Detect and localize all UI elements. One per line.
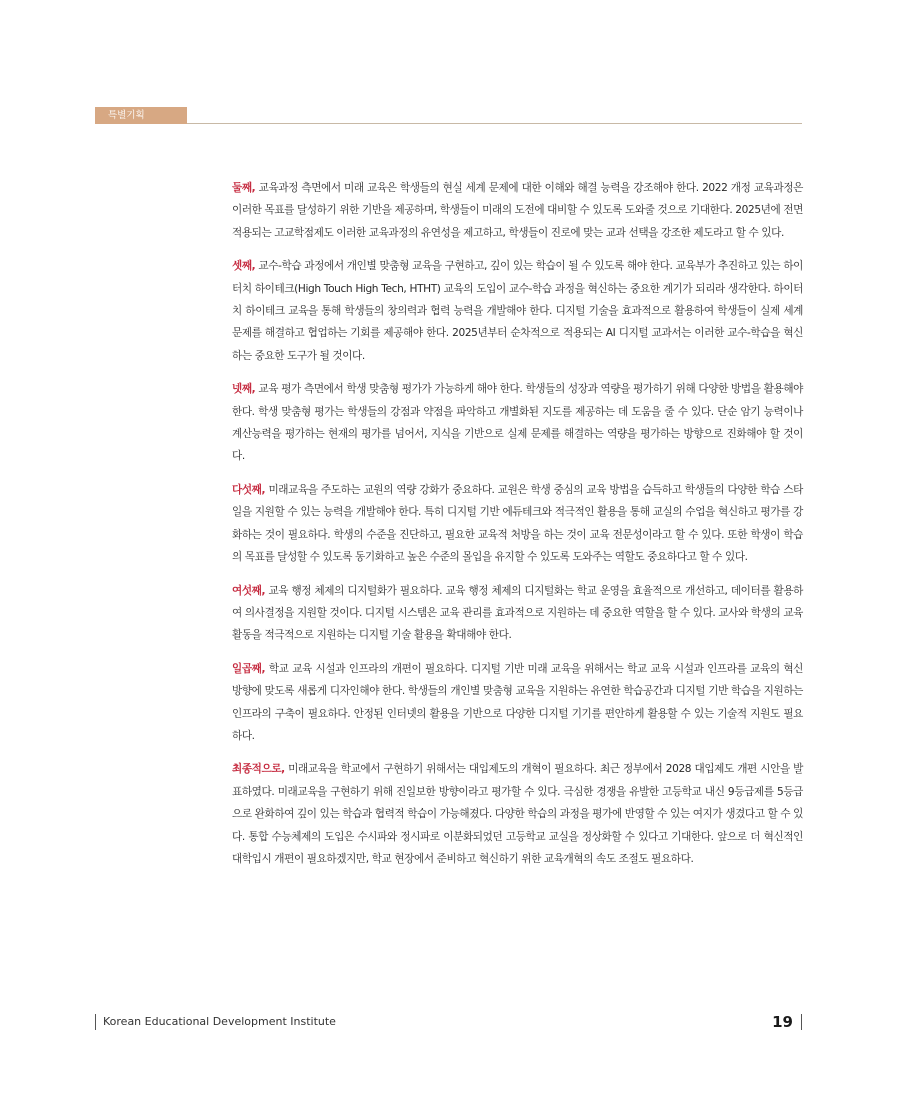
paragraph-sixth (232, 580, 803, 647)
paragraph-lead: 셋째, (232, 260, 256, 273)
paragraph-text: 미래교육을 주도하는 교원의 역량 강화가 중요하다. 교원은 학생 중심의 교육 방법을 습득하고 학생들의 다양한 학습 스타일을 지원할 수 있는 능력을 개발해야 한다. 특히 디지털 기반 에듀테크와 적극적인 활용을 통해 교실의 수업을 혁신하고 평가를 강화하는 것이 필요하다. 학생의 수준을 진단하고, 필요한 교육적 처방을 하는 것이 교육 전문성이라고 할 수 있다. 또한 학생이 학습의 목표를 달성할 수 있도록 동기화하고 높은 수준의 몰입을 유지할 수 있도록 도와주는 역할도 중요하다고 할 수 있다. (232, 483, 803, 564)
paragraph-second (232, 177, 803, 244)
paragraph-text: 학교 교육 시설과 인프라의 개편이 필요하다. 디지털 기반 미래 교육을 위해서는 학교 교육 시설과 인프라를 교육의 혁신 방향에 맞도록 새롭게 디자인해야 한다. 학생들의 개인별 맞춤형 교육을 지원하는 유연한 학습공간과 디지털 기반 학습을 지원하는 인프라의 구축이 필요하다. 안정된 인터넷의 활용을 기반으로 다양한 디지털 기기를 편안하게 활용할 수 있는 기술적 지원도 필요하다. (232, 662, 803, 742)
section-label: 특별기획 (95, 107, 187, 124)
paragraph-third (232, 255, 803, 367)
paragraph-final (232, 758, 803, 870)
paragraph-lead: 일곱째, (232, 662, 266, 675)
header-rule (95, 123, 802, 124)
article-body (232, 177, 803, 881)
page-footer (95, 1014, 802, 1030)
paragraph-lead: 최종적으로, (232, 763, 285, 776)
paragraph-lead: 둘째, (232, 182, 256, 194)
paragraph-lead: 여섯째, (232, 584, 266, 597)
paragraph-lead: 다섯째, (232, 483, 266, 496)
paragraph-fourth (232, 378, 803, 468)
paragraph-text: 교육 평가 측면에서 학생 맞춤형 평가가 가능하게 해야 한다. 학생들의 성장과 역량을 평가하기 위해 다양한 방법을 활용해야 한다. 학생 맞춤형 평가는 학생들의 강점과 약점을 파악하고 개별화된 지도를 제공하는 데 도움을 줄 수 있다. 단순 암기 능력이나 계산능력을 평가하는 현재의 평가를 넘어서, 지식을 기반으로 실제 문제를 해결하는 역량을 평가하는 방향으로 진화해야 할 것이다. (232, 383, 803, 463)
paragraph-text: 미래교육을 학교에서 구현하기 위해서는 대입제도의 개혁이 필요하다. 최근 정부에서 2028 대입제도 개편 시안을 발표하였다. 미래교육을 구현하기 위해 진일보한 방향이라고 평가할 수 있다. 극심한 경쟁을 유발한 고등학교 내신 9등급제를 5등급으로 완화하여 깊이 있는 학습과 협력적 학습이 가능해졌다. 다양한 학습의 과정을 평가에 반영할 수 있는 여지가 생겼다고 할 수 있다. 통합 수능체제의 도입은 수시파와 정시파로 이분화되었던 고등학교 교실을 정상화할 수 있다고 기대한다. 앞으로 더 혁신적인 대학입시 개편이 필요하겠지만, 학교 현장에서 준비하고 혁신하기 위한 교육개혁의 속도 조절도 필요하다. (232, 763, 803, 865)
paragraph-fifth (232, 479, 803, 569)
footer-publisher: Korean Educational Development Institute (95, 1014, 336, 1030)
paragraph-lead: 넷째, (232, 383, 256, 396)
paragraph-text: 교수-학습 과정에서 개인별 맞춤형 교육을 구현하고, 깊이 있는 학습이 될 수 있도록 해야 한다. 교육부가 추진하고 있는 하이터치 하이테크(High Touch High Tech, HTHT) 교육의 도입이 교수-학습 과정을 혁신하는 중요한 계기가 되리라 생각한다. 하이터치 하이테크 교육을 통해 학생들의 창의력과 협력 능력을 개발해야 한다. 디지털 기술을 효과적으로 활용하여 학생들이 실제 세계 문제를 해결하고 협업하는 기회를 제공해야 한다. 2025년부터 순차적으로 적용되는 AI 디지털 교과서는 이러한 교수-학습을 혁신하는 중요한 도구가 될 것이다. (232, 260, 803, 362)
page-number: 19 (772, 1014, 802, 1030)
paragraph-text: 교육 행정 체제의 디지털화가 필요하다. 교육 행정 체제의 디지털화는 학교 운영을 효율적으로 개선하고, 데이터를 활용하여 의사결정을 지원할 것이다. 디지털 시스템은 교육 관리를 효과적으로 지원하는 데 중요한 역할을 할 수 있다. 교사와 학생의 교육활동을 적극적으로 지원하는 디지털 기술 활용을 확대해야 한다. (232, 584, 803, 642)
paragraph-seventh (232, 658, 803, 748)
paragraph-text: 교육과정 측면에서 미래 교육은 학생들의 현실 세계 문제에 대한 이해와 해결 능력을 강조해야 한다. 2022 개정 교육과정은 이러한 목표를 달성하기 위한 기반을 제공하며, 학생들이 미래의 도전에 대비할 수 있도록 도와줄 것으로 기대한다. 2025년에 전면 적용되는 고교학점제도 이러한 교육과정의 유연성을 제고하고, 학생들이 진로에 맞는 교과 선택을 강조한 제도라고 할 수 있다. (232, 182, 803, 239)
